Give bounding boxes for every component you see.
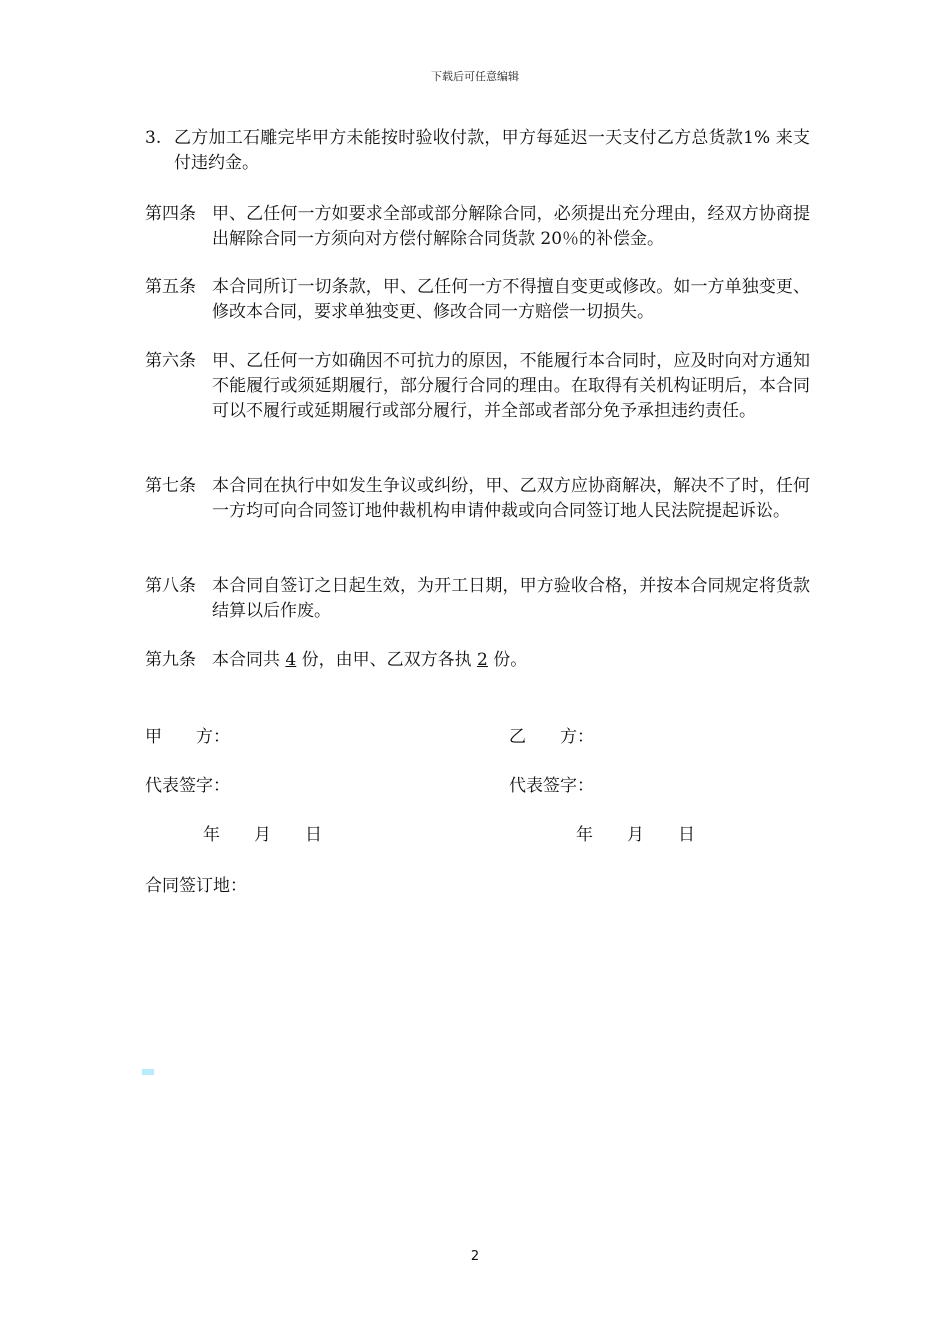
signing-place-label: 合同签订地： bbox=[145, 876, 247, 896]
copies-each: 2 bbox=[477, 650, 488, 670]
clause-text: 甲、乙任何一方如要求全部或部分解除合同，必须提出充分理由，经双方协商提出解除合同一方须向对方偿付解除合同货款 20％的补偿金。 bbox=[212, 204, 810, 249]
clause-text-a: 本合同共 bbox=[212, 650, 286, 670]
clause-text: 本合同在执行中如发生争议或纠纷，甲、乙双方应协商解决，解决不了时，任何一方均可向合同签订地仲裁机构申请仲裁或向合同签订地人民法院提起诉讼。 bbox=[212, 476, 810, 521]
blue-mark bbox=[142, 1069, 154, 1075]
clause-heading: 第九条 bbox=[145, 650, 196, 670]
page-header: 下载后可任意编辑 bbox=[431, 70, 519, 83]
clause-6 bbox=[145, 349, 810, 424]
clause-text-c: 份。 bbox=[487, 650, 528, 670]
clause-8 bbox=[145, 574, 810, 624]
date-a-label: 年 月 日 bbox=[203, 825, 322, 845]
clause-text bbox=[212, 648, 810, 673]
clause-9 bbox=[145, 648, 810, 673]
clause-text: 本合同所订一切条款，甲、乙任何一方不得擅自变更或修改。如一方单独变更、修改本合同，要求单独变更、修改合同一方赔偿一切损失。 bbox=[212, 277, 810, 322]
clause-5 bbox=[145, 275, 810, 325]
date-b-label: 年 月 日 bbox=[576, 825, 695, 845]
party-b-label: 乙 方： bbox=[509, 727, 594, 747]
clause-heading: 第五条 bbox=[145, 277, 196, 297]
rep-signature-b-label: 代表签字： bbox=[509, 776, 594, 796]
party-a-label: 甲 方： bbox=[145, 727, 230, 747]
clause-text: 乙方加工石雕完毕甲方未能按时验收付款，甲方每延迟一天支付乙方总货款1% 来支付违约金。 bbox=[174, 128, 810, 173]
copies-total: 4 bbox=[285, 650, 297, 670]
clause-heading: 第六条 bbox=[145, 351, 196, 371]
clause-heading: 第八条 bbox=[145, 576, 196, 596]
clause-4 bbox=[145, 202, 810, 252]
clause-number: 3. bbox=[145, 128, 162, 148]
clause-heading: 第四条 bbox=[145, 204, 196, 224]
clause-text-b: 份，由甲、乙双方各执 bbox=[296, 650, 478, 670]
page-number: 2 bbox=[470, 1249, 480, 1264]
clause-text: 本合同自签订之日起生效，为开工日期，甲方验收合格，并按本合同规定将货款结算以后作废。 bbox=[212, 576, 810, 621]
clause-3 bbox=[145, 126, 810, 176]
clause-heading: 第七条 bbox=[145, 476, 196, 496]
clause-text: 甲、乙任何一方如确因不可抗力的原因，不能履行本合同时，应及时向对方通知不能履行或须延期履行，部分履行合同的理由。在取得有关机构证明后，本合同可以不履行或延期履行或部分履行，并全部或者部分免予承担违约责任。 bbox=[212, 351, 810, 421]
clause-7 bbox=[145, 474, 810, 524]
rep-signature-a-label: 代表签字： bbox=[145, 776, 230, 796]
